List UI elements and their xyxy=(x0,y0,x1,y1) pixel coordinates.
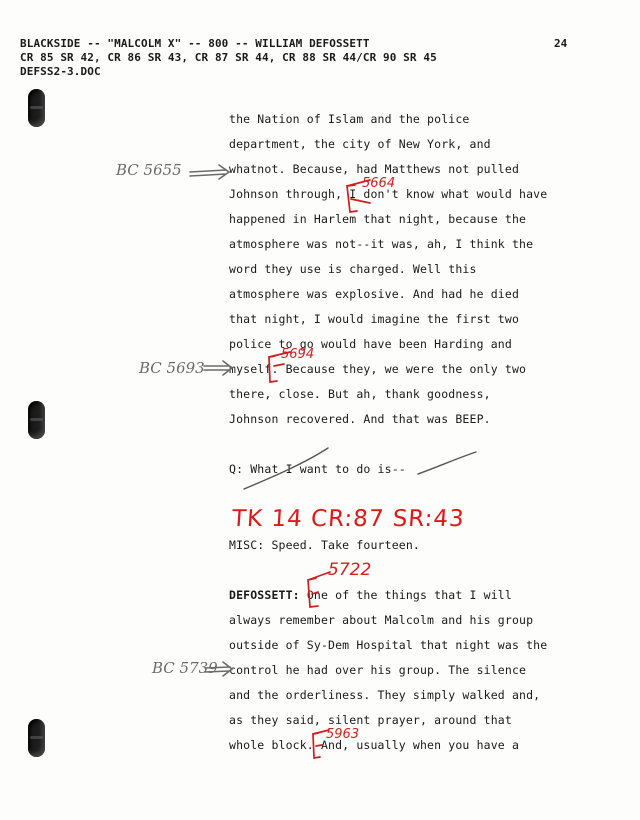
header-filename: DEFSS2-3.DOC xyxy=(20,65,101,78)
body-line: police to go would have been Harding and xyxy=(229,337,512,351)
header-title: BLACKSIDE -- "MALCOLM X" -- 800 -- WILLIAM DEFOSSETT xyxy=(20,37,370,50)
binder-hole-bottom xyxy=(28,719,45,757)
misc-line: MISC: Speed. Take fourteen. xyxy=(229,538,420,552)
body-line: whatnot. Because, had Matthews not pulled xyxy=(229,162,520,176)
take-label: TK 14 CR:87 SR:43 xyxy=(231,506,466,532)
red-edit-note-1: 5664 xyxy=(362,176,396,191)
binder-hole-top xyxy=(28,89,45,127)
arrow-icon xyxy=(190,165,229,179)
body-line: atmosphere was not--it was, ah, I think the xyxy=(229,237,534,251)
body-line: there, close. But ah, thank goodness, xyxy=(229,387,491,401)
red-edit-note-4: 5963 xyxy=(326,727,360,742)
speaker-text: One of the things that I will xyxy=(299,588,512,602)
speaker-line xyxy=(229,588,512,602)
arrow-icon xyxy=(204,361,232,375)
body-line: whole block. And, usually when you have a xyxy=(229,738,520,752)
question-line: Q: What I want to do is-- xyxy=(229,462,406,476)
body-line: control he had over his group. The silence xyxy=(229,663,527,677)
timecode-note-3: BC 5739 xyxy=(152,659,218,677)
page-number: 24 xyxy=(554,37,568,50)
body-line: department, the city of New York, and xyxy=(229,137,491,151)
body-line: myself. Because they, we were the only two xyxy=(229,362,527,376)
body-line: always remember about Malcolm and his group xyxy=(229,613,534,627)
body-line: outside of Sy-Dem Hospital that night was the xyxy=(229,638,548,652)
body-line: happened in Harlem that night, because the xyxy=(229,212,527,226)
body-line: Johnson recovered. And that was BEEP. xyxy=(229,412,491,426)
body-line: that night, I would imagine the first two xyxy=(229,312,520,326)
timecode-note-2: BC 5693 xyxy=(139,359,205,377)
header-reels: CR 85 SR 42, CR 86 SR 43, CR 87 SR 44, CR 88 SR 44/CR 90 SR 45 xyxy=(20,51,437,64)
body-line: the Nation of Islam and the police xyxy=(229,112,470,126)
body-line: atmosphere was explosive. And had he died xyxy=(229,287,520,301)
body-line: and the orderliness. They simply walked and, xyxy=(229,688,541,702)
body-line: Johnson through, I don't know what would have xyxy=(229,187,548,201)
binder-hole-middle xyxy=(28,401,45,439)
red-edit-note-2: 5694 xyxy=(281,347,315,362)
speaker-name: DEFOSSETT: xyxy=(229,588,300,602)
body-line: word they use is charged. Well this xyxy=(229,262,477,276)
timecode-note-1: BC 5655 xyxy=(116,161,182,179)
red-edit-note-3: 5722 xyxy=(328,560,372,580)
body-line: as they said, silent prayer, around that xyxy=(229,713,512,727)
